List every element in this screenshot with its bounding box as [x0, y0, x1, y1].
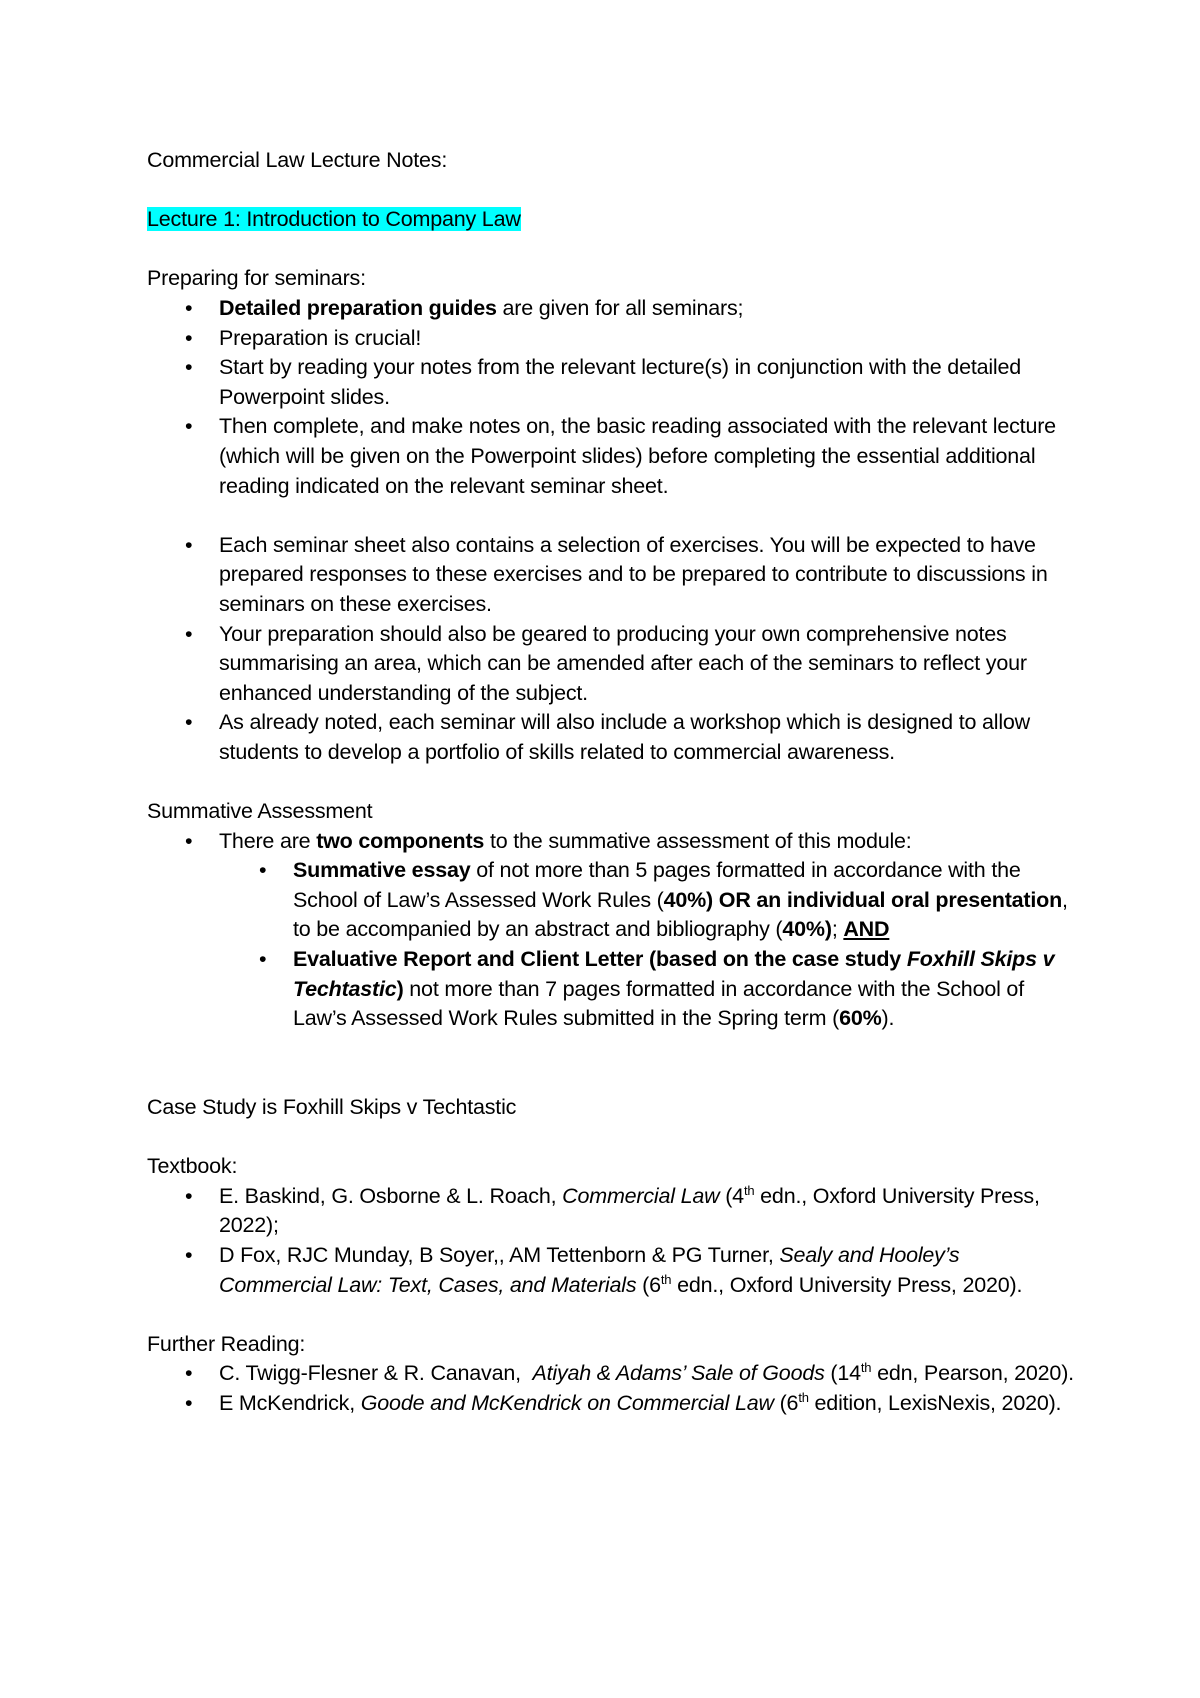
spacer	[147, 1300, 1077, 1330]
list-item-report	[147, 945, 1077, 1034]
spacer	[147, 767, 1077, 797]
item-text: edn, Pearson, 2020).	[871, 1361, 1074, 1386]
list-item	[147, 1241, 1077, 1300]
list-item	[147, 1359, 1077, 1389]
item-text: are given for all seminars;	[496, 295, 744, 320]
item-text: edn., Oxford University Press, 2022);	[219, 1183, 1040, 1238]
list-item	[147, 1389, 1077, 1419]
bold-text: 40%)	[663, 887, 714, 912]
book-title: Goode and McKendrick on Commercial Law	[360, 1390, 774, 1415]
item-text: ).	[881, 1006, 895, 1031]
spacer	[147, 1034, 1077, 1093]
item-text: ;	[831, 917, 844, 942]
further-reading-list	[147, 1359, 1077, 1418]
spacer	[147, 501, 1077, 531]
bold-text: )	[396, 976, 404, 1001]
item-text: There are	[219, 828, 317, 853]
item-text: (4	[719, 1183, 744, 1208]
bold-text: an individual oral presentation	[750, 887, 1063, 912]
list-item	[147, 827, 1077, 857]
document-title: Commercial Law Lecture Notes:	[147, 148, 448, 172]
summative-heading: Summative Assessment	[147, 799, 373, 824]
document-page	[147, 146, 1077, 1419]
item-text: , to be accompanied by an abstract and bibliography (	[293, 887, 1068, 942]
list-item	[147, 294, 1077, 324]
item-text: to the summative assessment of this module:	[484, 828, 912, 853]
item-text: (6	[636, 1272, 661, 1297]
spacer	[147, 1123, 1077, 1153]
superscript: th	[798, 1389, 809, 1405]
textbook-list	[147, 1182, 1077, 1300]
preparing-list	[147, 294, 1077, 501]
bold-text: Evaluative Report and Client Letter (based on the case study	[293, 947, 907, 972]
item-text: (14	[824, 1361, 861, 1386]
bold-text: 60%	[839, 1006, 882, 1031]
item-text: E McKendrick,	[219, 1390, 361, 1415]
spacer	[147, 176, 1077, 206]
item-text: not more than 7 pages formatted in accordance with the School of Law’s Assessed Work Rules submitted in the Spring term (	[293, 976, 1024, 1031]
preparing-list-continued	[147, 531, 1077, 768]
underlined-text: AND	[843, 917, 890, 942]
further-reading-heading: Further Reading:	[147, 1331, 306, 1356]
bold-text: OR	[713, 887, 751, 912]
book-title: Atiyah & Adams’ Sale of Goods	[532, 1361, 825, 1386]
list-item: • Each seminar sheet also contains a selection of exercises. You will be expected to have prepared responses to these exercises and to be prepared to contribute to discussions in seminars on these exercises.	[147, 531, 1077, 620]
item-text: edn., Oxford University Press, 2020).	[671, 1272, 1023, 1297]
superscript: th	[860, 1360, 872, 1376]
item-text: D Fox, RJC Munday, B Soyer,, AM Tettenborn & PG Turner,	[219, 1242, 780, 1267]
textbook-heading: Textbook:	[147, 1154, 238, 1179]
book-title: Commercial Law	[562, 1183, 720, 1208]
item-text: of not more than 5 pages formatted in accordance with the School of Law’s Assessed Work Rules (	[293, 858, 1021, 912]
book-title: Sealy and Hooley’s Commercial Law: Text, Cases, and Materials	[219, 1242, 960, 1297]
list-item: • As already noted, each seminar will also include a workshop which is designed to allow students to develop a portfolio of skills related to commercial awareness.	[147, 708, 1077, 767]
highlighted-heading: Lecture 1: Introduction to Company Law	[147, 207, 521, 232]
summative-sublist	[147, 856, 1077, 1034]
item-text: E. Baskind, G. Osborne & L. Roach,	[219, 1183, 563, 1208]
superscript: th	[660, 1271, 672, 1287]
superscript: th	[743, 1182, 755, 1198]
item-text: edition, LexisNexis, 2020).	[808, 1390, 1062, 1415]
spacer	[147, 235, 1077, 265]
list-item: • Preparation is crucial!	[147, 324, 1077, 354]
list-item: • Then complete, and make notes on, the basic reading associated with the relevant lecture (which will be given on the Powerpoint slides) before completing the essential additional reading indicated on the relevant seminar sheet.	[147, 412, 1077, 501]
case-name: Foxhill Skips v Techtastic	[293, 947, 1055, 1001]
bold-text: two components	[316, 828, 485, 853]
bold-text: Detailed preparation guides	[219, 295, 497, 320]
item-text: (6	[773, 1390, 799, 1415]
list-item	[147, 1182, 1077, 1241]
bold-text: Summative essay	[293, 858, 471, 883]
case-study-line: Case Study is Foxhill Skips v Techtastic	[147, 1095, 517, 1119]
bold-text: 40%)	[782, 917, 832, 942]
list-item: • Start by reading your notes from the relevant lecture(s) in conjunction with the detailed Powerpoint slides.	[147, 353, 1077, 412]
preparing-heading: Preparing for seminars:	[147, 266, 366, 291]
summative-list	[147, 827, 1077, 857]
item-text: C. Twigg-Flesner & R. Canavan,	[219, 1361, 533, 1386]
list-item-essay	[147, 856, 1077, 945]
list-item: • Your preparation should also be geared to producing your own comprehensive notes summarising an area, which can be amended after each of the seminars to reflect your enhanced understanding of the subject.	[147, 620, 1077, 709]
lecture-heading	[147, 205, 1077, 235]
